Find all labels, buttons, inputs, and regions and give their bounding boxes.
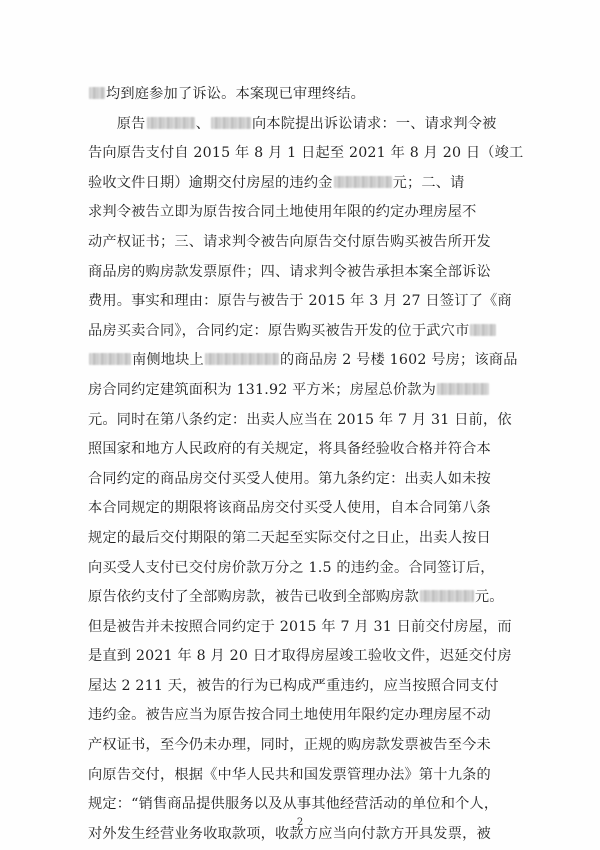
text-segment: 、 [195, 115, 210, 132]
text-line [88, 287, 558, 317]
text-line [88, 435, 558, 465]
text-segment: 元。同时在第八条约定：出卖人应当在 2015 年 7 月 31 日前，依 [88, 411, 512, 428]
text-segment: 元。 [474, 589, 504, 606]
text-segment: 向买受人支付已交付房价款万分之 1.5 的违约金。合同签订后， [88, 559, 495, 576]
text-segment: 原告依约支付了全部购房款，被告已收到全部购房款 [88, 589, 419, 606]
text-segment: 南侧地块上 [132, 352, 204, 369]
redaction-mark [334, 176, 392, 188]
text-line [88, 317, 558, 347]
text-segment: 向原告交付，根据《中华人民共和国发票管理办法》第十九条的 [88, 766, 491, 783]
text-line [88, 761, 558, 791]
document-body [88, 80, 558, 849]
text-line [88, 258, 558, 288]
text-line [88, 465, 558, 495]
text-line [88, 80, 558, 110]
text-line [88, 583, 558, 613]
text-segment: 动产权证书；三、请求判令被告向原告交付原告购买被告所开发 [88, 233, 491, 250]
text-line [88, 376, 558, 406]
text-line [88, 554, 558, 584]
text-segment: 品房买卖合同》，合同约定：原告购买被告开发的位于武穴市 [88, 322, 470, 339]
redaction-mark [205, 353, 279, 365]
text-line [88, 790, 558, 820]
text-segment: 商品房的购房款发票原件；四、请求判令被告承担本案全部诉讼 [88, 263, 491, 280]
text-segment: 元；二、请 [392, 174, 465, 191]
text-segment: 验收文件日期）逾期交付房屋的违约金 [88, 174, 333, 191]
text-segment: 房合同约定建筑面积为 131.92 平方米；房屋总价款为 [88, 381, 437, 398]
text-line [88, 169, 558, 199]
text-line [88, 524, 558, 554]
text-segment: 屋达 2 211 天，被告的行为已构成严重违约，应当按照合同支付 [88, 677, 499, 694]
text-segment: 向本院提出诉讼请求：一、请求判令被 [251, 115, 497, 132]
redaction-mark [470, 324, 496, 336]
text-segment: 但是被告并未按照合同约定于 2015 年 7 月 31 日前交付房屋，而 [88, 618, 512, 635]
text-segment: 规定的最后交付期限的第二天起至实际交付之日止，出卖人按日 [88, 529, 491, 546]
text-segment: 求判令被告立即为原告按合同土地使用年限的约定办理房屋不 [88, 204, 477, 221]
redaction-mark [211, 117, 251, 129]
text-line [88, 228, 558, 258]
text-line [88, 346, 558, 376]
text-segment: 是直到 2021 年 8 月 20 日才取得房屋竣工验收文件，迟延交付房 [88, 648, 512, 665]
text-segment: 本合同规定的期限将该商品房交付买受人使用，自本合同第八条 [88, 500, 491, 517]
text-segment: 费用。事实和理由：原告与被告于 2015 年 3 月 27 日签订了《商 [88, 293, 512, 310]
text-segment: 告向原告支付自 2015 年 8 月 1 日起至 2021 年 8 月 20 日（竣工 [88, 145, 524, 162]
text-segment: 原告 [88, 115, 146, 132]
text-line [88, 198, 558, 228]
text-segment: 违约金。被告应当为原告按合同土地使用年限约定办理房屋不动 [88, 707, 491, 724]
text-line [88, 139, 558, 169]
page-number: 2 [296, 817, 304, 828]
redaction-mark [420, 590, 474, 602]
text-segment: 均到庭参加了诉讼。本案现已审理终结。 [106, 86, 365, 102]
text-line [88, 701, 558, 731]
text-segment: 对外发生经营业务收取款项，收款方应当向付款方开具发票，被 [88, 825, 491, 842]
text-segment: 合同约定的商品房交付买受人使用。第九条约定：出卖人如未按 [88, 470, 491, 487]
redaction-mark [437, 383, 489, 395]
text-segment: 照国家和地方人民政府的有关规定，将具备经验收合格并符合本 [88, 441, 491, 458]
text-segment: 规定：“销售商品提供服务以及从事其他经营活动的单位和个人， [88, 796, 499, 813]
text-line [88, 731, 558, 761]
text-line [88, 672, 558, 702]
text-line [88, 110, 558, 140]
text-line [88, 642, 558, 672]
text-segment: 产权证书，至今仍未办理，同时，正规的购房款发票被告至今未 [88, 737, 491, 754]
text-segment: 的商品房 2 号楼 1602 号房；该商品 [279, 352, 518, 369]
text-line [88, 494, 558, 524]
text-line [88, 613, 558, 643]
redaction-mark [89, 353, 131, 365]
redaction-mark [147, 117, 195, 129]
text-line [88, 406, 558, 436]
redaction-mark [89, 87, 105, 99]
